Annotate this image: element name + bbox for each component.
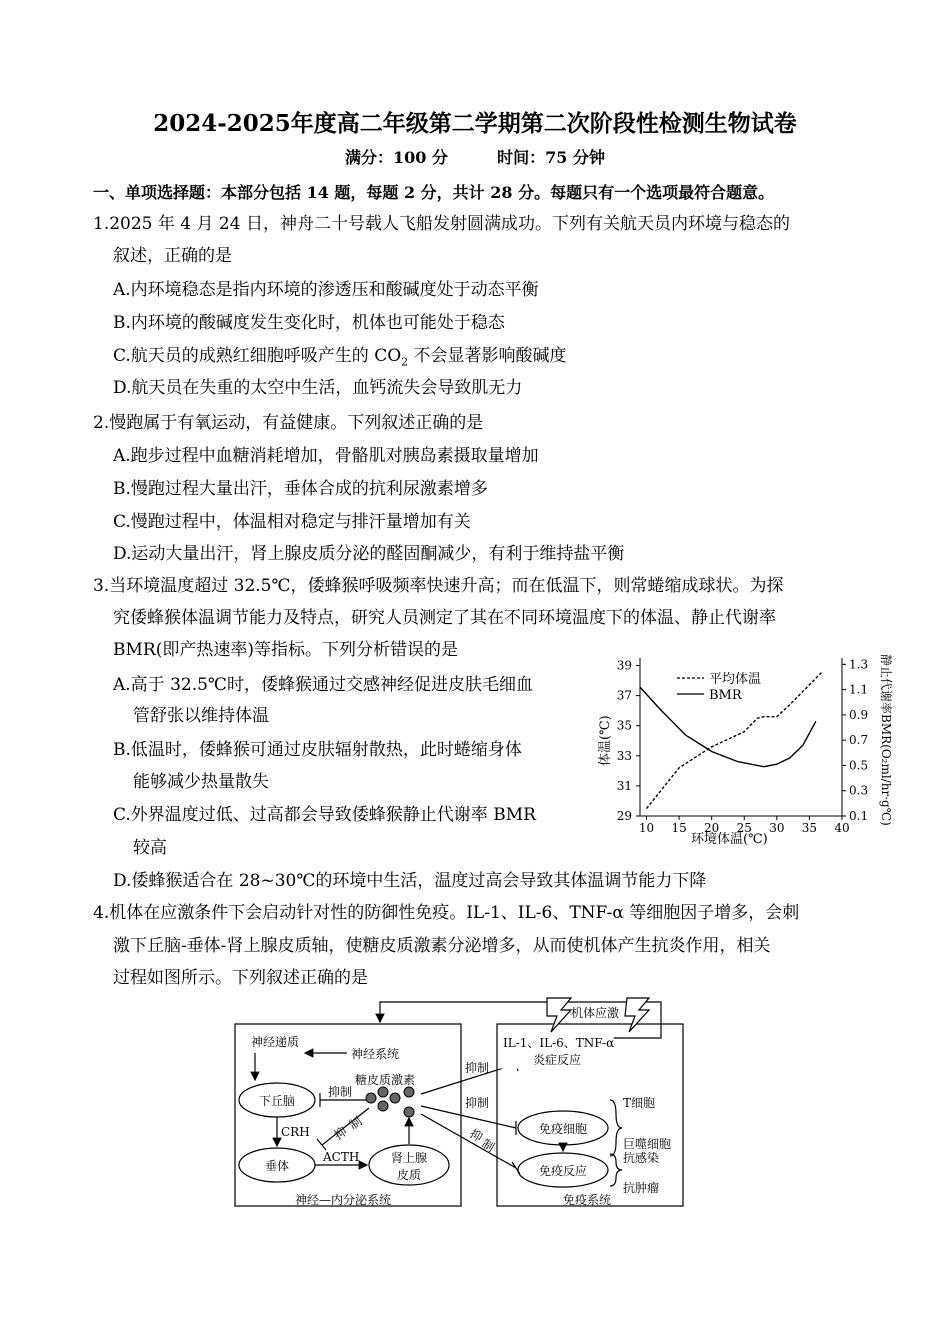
adrenal-label-2: 皮质 [397,1168,422,1182]
inhibit-label-2a: 抑 [331,1124,350,1143]
legend-bmr: BMR [709,688,742,703]
inhibit-label-4: 抑制 [465,1096,490,1110]
pituitary-label: 垂体 [265,1159,290,1173]
exam-time: 时间：75 分钟 [497,148,605,167]
y-left-tick-label: 39 [616,658,632,673]
full-score: 满分：100 分 [345,148,448,167]
q1-option-b: B.内环境的酸碱度发生变化时，机体也可能处于稳态 [113,313,505,333]
q3-stem: 3.当环境温度超过 32.5℃，倭蜂猴呼吸频率快速升高；而在低温下，则常蜷缩成球状。为探 [93,576,784,596]
crh-label: CRH [281,1125,310,1139]
t-cell-label: T细胞 [623,1096,656,1110]
y-left-tick-label: 33 [616,748,632,763]
q2-stem: 2.慢跑属于有氧运动，有益健康。下列叙述正确的是 [93,413,484,433]
y-right-tick-label: 0.3 [849,783,869,798]
y-right-tick-label: 0.1 [849,809,869,823]
q4-stem: 4.机体在应激条件下会启动针对性的防御性免疫。IL-1、IL-6、TNF-α 等细胞因子增多，会刺 [93,903,800,923]
chart-ylabel-right: 静止代谢率BMR(O₂ml/hr·g℃) [879,654,893,826]
anti-infection-label: 抗感染 [623,1151,660,1165]
adrenal-label-1: 肾上腺 [391,1151,428,1165]
neurotransmitter-label: 神经递质 [251,1035,300,1049]
x-tick-label: 20 [704,821,720,835]
q1-stem-cont: 叙述，正确的是 [113,246,232,266]
q2-option-a: A.跑步过程中血糖消耗增加，骨骼肌对胰岛素摄取量增加 [113,446,539,466]
chart-ylabel-left: 体温(℃) [598,715,613,766]
inhibit-label-1: 抑制 [328,1085,353,1099]
immune-system-label: 免疫系统 [563,1193,612,1207]
inhibit-label-3: 抑制 [465,1061,490,1075]
y-right-tick-label: 0.9 [849,707,869,722]
macrophage-label: 巨噬细胞 [623,1137,672,1151]
y-left-tick-label: 29 [616,809,632,823]
acth-label: ACTH [323,1150,360,1164]
y-left-tick-label: 37 [616,688,632,703]
q2-option-c: C.慢跑过程中，体温相对稳定与排汗量增加有关 [113,512,471,532]
immune-response-label: 免疫反应 [539,1164,588,1178]
immune-cell-label: 免疫细胞 [539,1122,588,1136]
inflammation-label: 炎症反应 [533,1053,582,1067]
exam-info [0,148,950,168]
glucocorticoid-dots [366,1087,414,1117]
stress-label: 机体应激 [571,1006,620,1020]
q3-option-b: B.低温时，倭蜂猴可通过皮肤辐射散热，此时蜷缩身体 [113,740,522,760]
y-right-tick-label: 1.1 [849,682,869,697]
lightning-icon [547,998,571,1032]
chart-xlabel: 环境体温(℃) [691,832,768,847]
x-tick-label: 30 [769,821,785,835]
q3-option-d: D.倭蜂猴适合在 28~30℃的环境中生活，温度过高会导致其体温调节能力下降 [113,871,707,891]
q2-option-b: B.慢跑过程大量出汗，垂体合成的抗利尿激素增多 [113,479,488,499]
section-heading: 一、单项选择题：本部分包括 14 题，每题 2 分，共计 28 分。每题只有一个选项最符合题意。 [93,183,775,202]
cytokines-label: IL-1、IL-6、TNF-α [503,1036,615,1050]
q4-stem-cont: 激下丘脑-垂体-肾上腺皮质轴，使糖皮质激素分泌增多，从而使机体产生抗炎作用，相关 [113,936,771,956]
anti-tumor-label: 抗肿瘤 [623,1181,660,1195]
legend-body-temp: 平均体温 [709,672,762,687]
q2-option-d: D.运动大量出汗，肾上腺皮质分泌的醛固酮减少，有利于维持盐平衡 [113,544,625,564]
neuro-endocrine-box [235,1024,461,1206]
glucocorticoid-label: 糖皮质激素 [355,1073,416,1087]
q3-option-c: C.外界温度过低、过高都会导致倭蜂猴静止代谢率 BMR [113,805,536,825]
q3-option-b-cont: 能够减少热量散失 [133,772,269,792]
lightning-icon [625,998,649,1032]
stress-immune-diagram [225,996,695,1214]
inhibit-label-2b: 制 [346,1114,365,1133]
page-title: 2024-2025年度高二年级第二学期第二次阶段性检测生物试卷 [153,110,797,137]
q1-option-c: C.航天员的成熟红细胞呼吸产生的 $CO_2$ 不会显著影响酸碱度 [113,346,567,369]
x-tick-label: 25 [736,821,752,835]
neural-system-label: 神经系统 [351,1047,400,1061]
y-left-tick-label: 31 [616,778,632,793]
y-right-tick-label: 0.7 [849,733,869,748]
y-left-tick-label: 35 [616,718,632,733]
x-tick-label: 35 [801,821,818,835]
q1-option-a: A.内环境稳态是指内环境的渗透压和酸碱度处于动态平衡 [113,280,539,300]
y-right-tick-label: 0.5 [849,758,869,773]
y-right-tick-label: 1.3 [849,657,869,672]
x-tick-label: 10 [638,821,655,835]
q1-option-d: D.航天员在失重的太空中生活，血钙流失会导致肌无力 [113,378,523,398]
inhibit-label-5b: 制 [479,1136,497,1155]
q3-stem-cont2: BMR(即产热速率)等指标。下列分析错误的是 [113,640,458,660]
inhibit-label-5a: 抑 [467,1126,485,1145]
q3-option-a-cont: 管舒张以维持体温 [133,706,269,726]
q3-stem-cont: 究倭蜂猴体温调节能力及特点，研究人员测定了其在不同环境温度下的体温、静止代谢率 [113,608,776,628]
neuro-endocrine-label: 神经—内分泌系统 [295,1193,392,1207]
x-tick-label: 15 [671,821,687,835]
q3-option-c-cont: 较高 [133,838,167,858]
x-tick-label: 40 [834,821,850,835]
q3-option-a: A.高于 32.5℃时，倭蜂猴通过交感神经促进皮肤毛细血 [113,675,533,695]
q4-stem-cont2: 过程如图所示。下列叙述正确的是 [113,968,368,988]
q1-stem: 1.2025 年 4 月 24 日，神舟二十号载人飞船发射圆满成功。下列有关航天员内环境与稳态的 [93,214,790,234]
hypothalamus-label: 下丘脑 [259,1094,296,1108]
temperature-chart [590,648,900,848]
